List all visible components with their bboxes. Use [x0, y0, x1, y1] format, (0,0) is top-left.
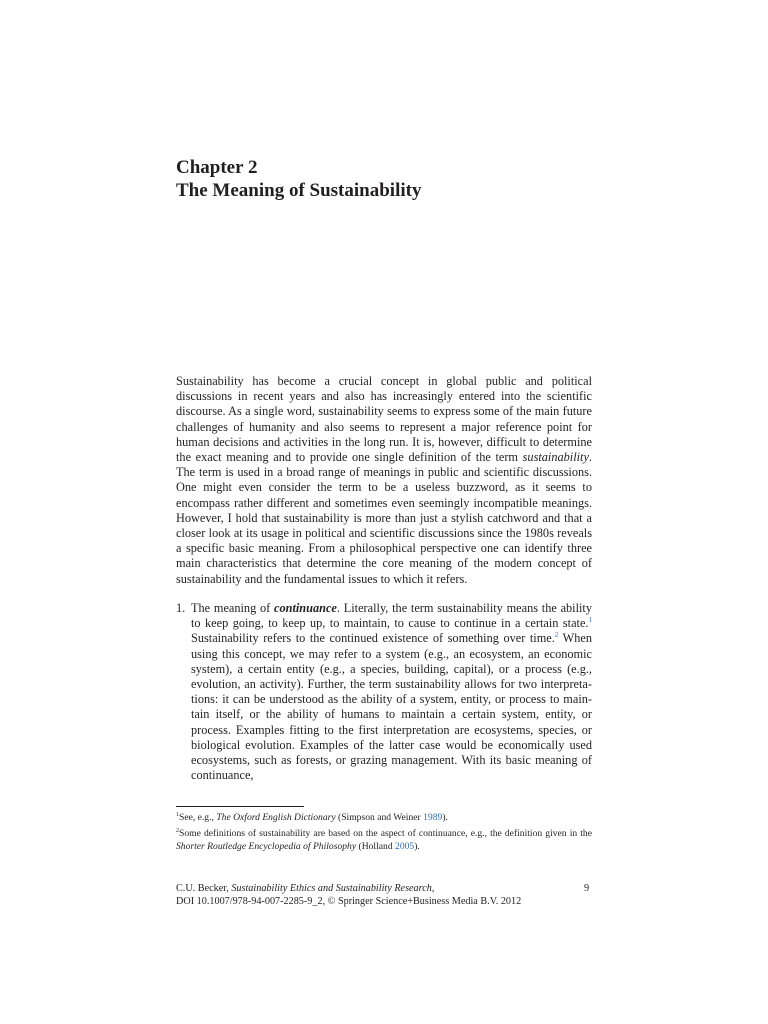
footnote-text: See, e.g.,	[179, 812, 217, 823]
footnote-text: (Simpson and Weiner	[335, 812, 424, 823]
list-item-text-2: Sustainability refers to the continued existence of something over time.	[191, 631, 555, 646]
footnote-year-link[interactable]: 2005	[395, 841, 415, 852]
list-item-keyword: continuance	[274, 601, 337, 615]
citation-line-1	[176, 883, 592, 896]
list-item-text-3: When using this concept, we may refer to a system (e.g., an ecosystem, an economic system), a certain entity (e.g., a species, building, capital), or a process (e.g., evolution, an activity). Further, the term sustainability allows for two interpretations: it can be understood as the ability of a system, entity, or process to maintain itself, or the ability of humans to maintain a certain system, entity, or process. Examples fitting to the first interpretation are ecosystems, species, or biological evolution. Examples of the latter case would be economically used ecosystems, such as forests, or grazing management. With its basic meaning of continuance,	[191, 631, 593, 783]
characteristics-list	[176, 601, 592, 783]
citation-doi: DOI 10.1007/978-94-007-2285-9_2, © Springer Science+Business Media B.V. 2012	[176, 895, 522, 907]
citation-author: C.U. Becker,	[176, 883, 232, 894]
footnote-year-link[interactable]: 1989	[423, 812, 443, 823]
page-number: 9	[584, 883, 590, 894]
citation-comma: ,	[431, 883, 435, 894]
footnote-ref-2[interactable]: 2	[554, 631, 559, 640]
intro-text-part-2: . The term is used in a broad range of meanings in public and scientific discussions. One might even consider the term to be a useless buzzword, as it seems to encompass rather different and sometimes even seemingly incompatible meanings. However, I hold that sustainability is more than just a stylish catchword and that a closer look at its usage in political and scientific discussions since the 1980s reveals a specific basic meaning. From a philosophical perspective one can identify three main characteristics that determine the core meaning of the modern concept of sustainability and the fundamental issues to which it refers.	[176, 450, 592, 586]
intro-text-part-1: Sustainability has become a crucial concept in global public and political discussions in recent years and also has increasingly entered into the scientific discourse. As a single word, sustainability seems to express some of the main future challenges of humanity and also seems to represent a major reference point for human decisions and activities in the long run. It is, however, difficult to determine the exact meaning and to provide one single definition of the term	[176, 374, 592, 465]
footnote-text: Some definitions of sustainability are based on the aspect of continuance, e.g., the definition given in the	[179, 828, 592, 839]
footnote-mark: 2	[176, 827, 179, 834]
footnote-mark: 1	[176, 811, 179, 818]
footnotes	[176, 811, 592, 856]
list-item-lead: The meaning of	[191, 601, 275, 615]
footnote-title: The Oxford English Dictionary	[216, 812, 336, 823]
footnote-ref-1[interactable]: 1	[588, 616, 592, 625]
list-item	[176, 601, 592, 783]
list-item-number: 1.	[176, 601, 186, 615]
footnote-1	[176, 811, 592, 824]
footnote-divider	[176, 806, 304, 807]
footnote-2	[176, 827, 592, 853]
footnote-text: ).	[414, 841, 420, 852]
footnote-title: Shorter Routledge Encyclopedia of Philosophy	[176, 841, 357, 852]
footnote-text: ).	[442, 812, 448, 823]
chapter-citation	[176, 883, 592, 908]
citation-book-title: Sustainability Ethics and Sustainability Research	[231, 883, 432, 894]
intro-term-sustainability: sustainability	[522, 450, 589, 465]
intro-paragraph	[176, 374, 592, 587]
footnote-text: (Holland	[356, 841, 396, 852]
chapter-title: The Meaning of Sustainability	[176, 180, 422, 201]
list-item-text-1: . Literally, the term sustainability means the ability to keep going, to keep up, to maintain, to cause to continue in a certain state.	[191, 601, 592, 631]
chapter-label: Chapter 2	[176, 157, 258, 178]
